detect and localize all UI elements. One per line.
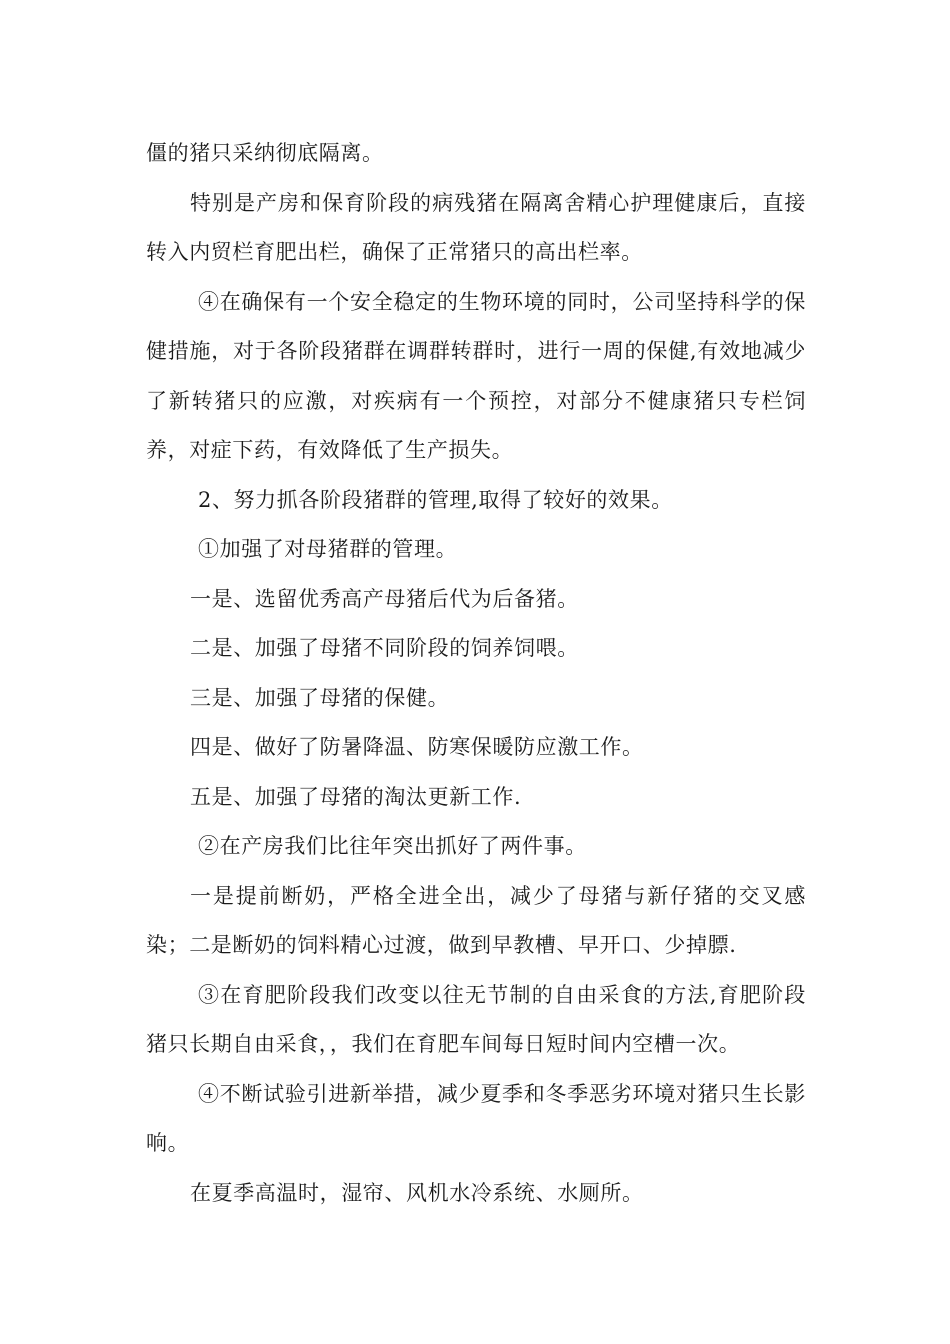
paragraph-farrowing-room: ②在产房我们比往年突出抓好了两件事。 [198,834,587,858]
paragraph-sow-management: ①加强了对母猪群的管理。 [198,537,458,561]
paragraph-item-four: 四是、做好了防暑降温、防寒保暖防应激工作。 [190,735,644,759]
paragraph-weaning: 一是提前断奶，严格全进全出，减少了母猪与新仔猪的交叉感染；二是断奶的饲料精心过渡，做到早教槽、早开口、少掉膘. [146,883,806,957]
paragraph-section-2-heading: 2、努力抓各阶段猪群的管理,取得了较好的效果。 [198,487,673,512]
paragraph-summer-cooling: 在夏季高温时，湿帘、风机水冷系统、水厕所。 [190,1180,644,1205]
paragraph-item-five: 五是、加强了母猪的淘汰更新工作. [190,784,522,809]
paragraph-item-one: 一是、选留优秀高产母猪后代为后备猪。 [190,586,579,611]
paragraph-health-measures: ④在确保有一个安全稳定的生物环境的同时，公司坚持科学的保健措施，对于各阶段猪群在调群转群时，进行一周的保健,有效地减少了新转猪只的应激，对疾病有一个预控，对部分不健康猪只专栏饲养，对症下药，有效降低了生产损失。 [146,289,806,462]
paragraph-item-three: 三是、加强了母猪的保健。 [190,685,450,710]
paragraph-sick-pig-care: 特别是产房和保育阶段的病残猪在隔离舍精心护理健康后，直接转入内贸栏育肥出栏，确保了正常猪只的高出栏率。 [146,190,806,264]
paragraph-item-two: 二是、加强了母猪不同阶段的饲养饲喂。 [190,636,579,660]
paragraph-isolation-end: 僵的猪只采纳彻底隔离。 [146,141,384,165]
document-body [146,129,806,1218]
paragraph-new-measures: ④不断试验引进新举措，减少夏季和冬季恶劣环境对猪只生长影响。 [146,1081,806,1155]
paragraph-fattening-stage: ③在育肥阶段我们改变以往无节制的自由采食的方法,育肥阶段猪只长期自由采食，，我们在育肥车间每日短时间内空槽一次。 [146,982,806,1056]
